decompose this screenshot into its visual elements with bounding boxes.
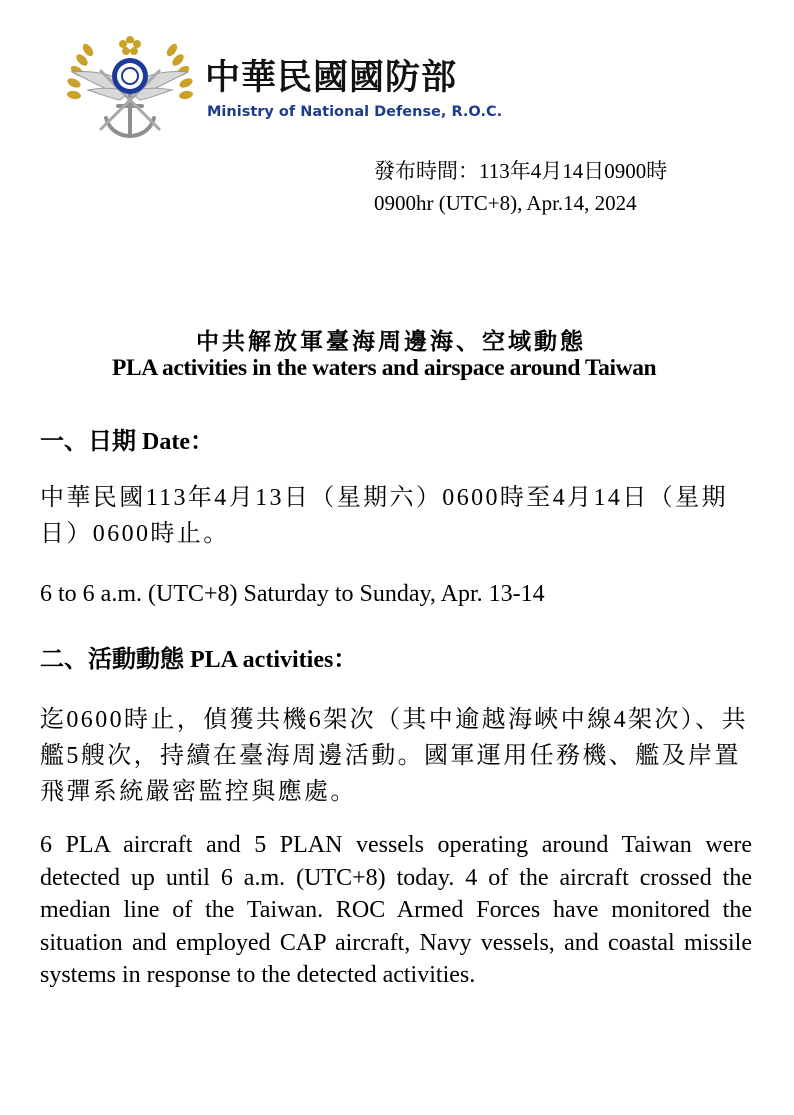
section-heading-activities: 二、活動動態 PLA activities： bbox=[40, 647, 358, 673]
section-heading-date: 一、日期 Date： bbox=[40, 429, 214, 455]
sun-emblem-icon bbox=[112, 58, 148, 94]
plum-blossom-icon bbox=[119, 36, 141, 55]
date-paragraph-zh: 中華民國113年4月13日（星期六）0600時至4月14日（星期日）0600時止。 bbox=[40, 485, 728, 547]
activities-paragraph-zh: 迄0600時止，偵獲共機6架次（其中逾越海峽中線4架次）、共艦5艘次，持續在臺海周邊活動。國軍運用任務機、艦及岸置飛彈系統嚴密監控與應處。 bbox=[40, 707, 748, 805]
mnd-emblem-icon bbox=[60, 30, 200, 145]
activities-paragraph-en: 6 PLA aircraft and 5 PLAN vessels operating around Taiwan were detected up until 6 a.m. (UTC+8) today. 4 of the aircraft crossed the median line of the Taiwan. ROC Armed Forces have monitored the situation and employed CAP aircraft, Navy vessels, and coastal missile systems in response to the detected activities. bbox=[40, 832, 752, 988]
release-time-en: 0900hr (UTC+8), Apr.14, 2024 bbox=[374, 191, 637, 215]
title-zh: 中共解放軍臺海周邊海、空域動態 bbox=[196, 329, 586, 354]
org-name-zh: 中華民國國防部 bbox=[205, 58, 458, 98]
org-name-en: Ministry of National Defense, R.O.C. bbox=[207, 104, 503, 120]
date-paragraph-en: 6 to 6 a.m. (UTC+8) Saturday to Sunday, Apr. 13-14 bbox=[40, 581, 545, 607]
title-en: PLA activities in the waters and airspace around Taiwan bbox=[112, 355, 657, 381]
release-time-zh: 發布時間：113年4月14日0900時 bbox=[374, 159, 668, 183]
